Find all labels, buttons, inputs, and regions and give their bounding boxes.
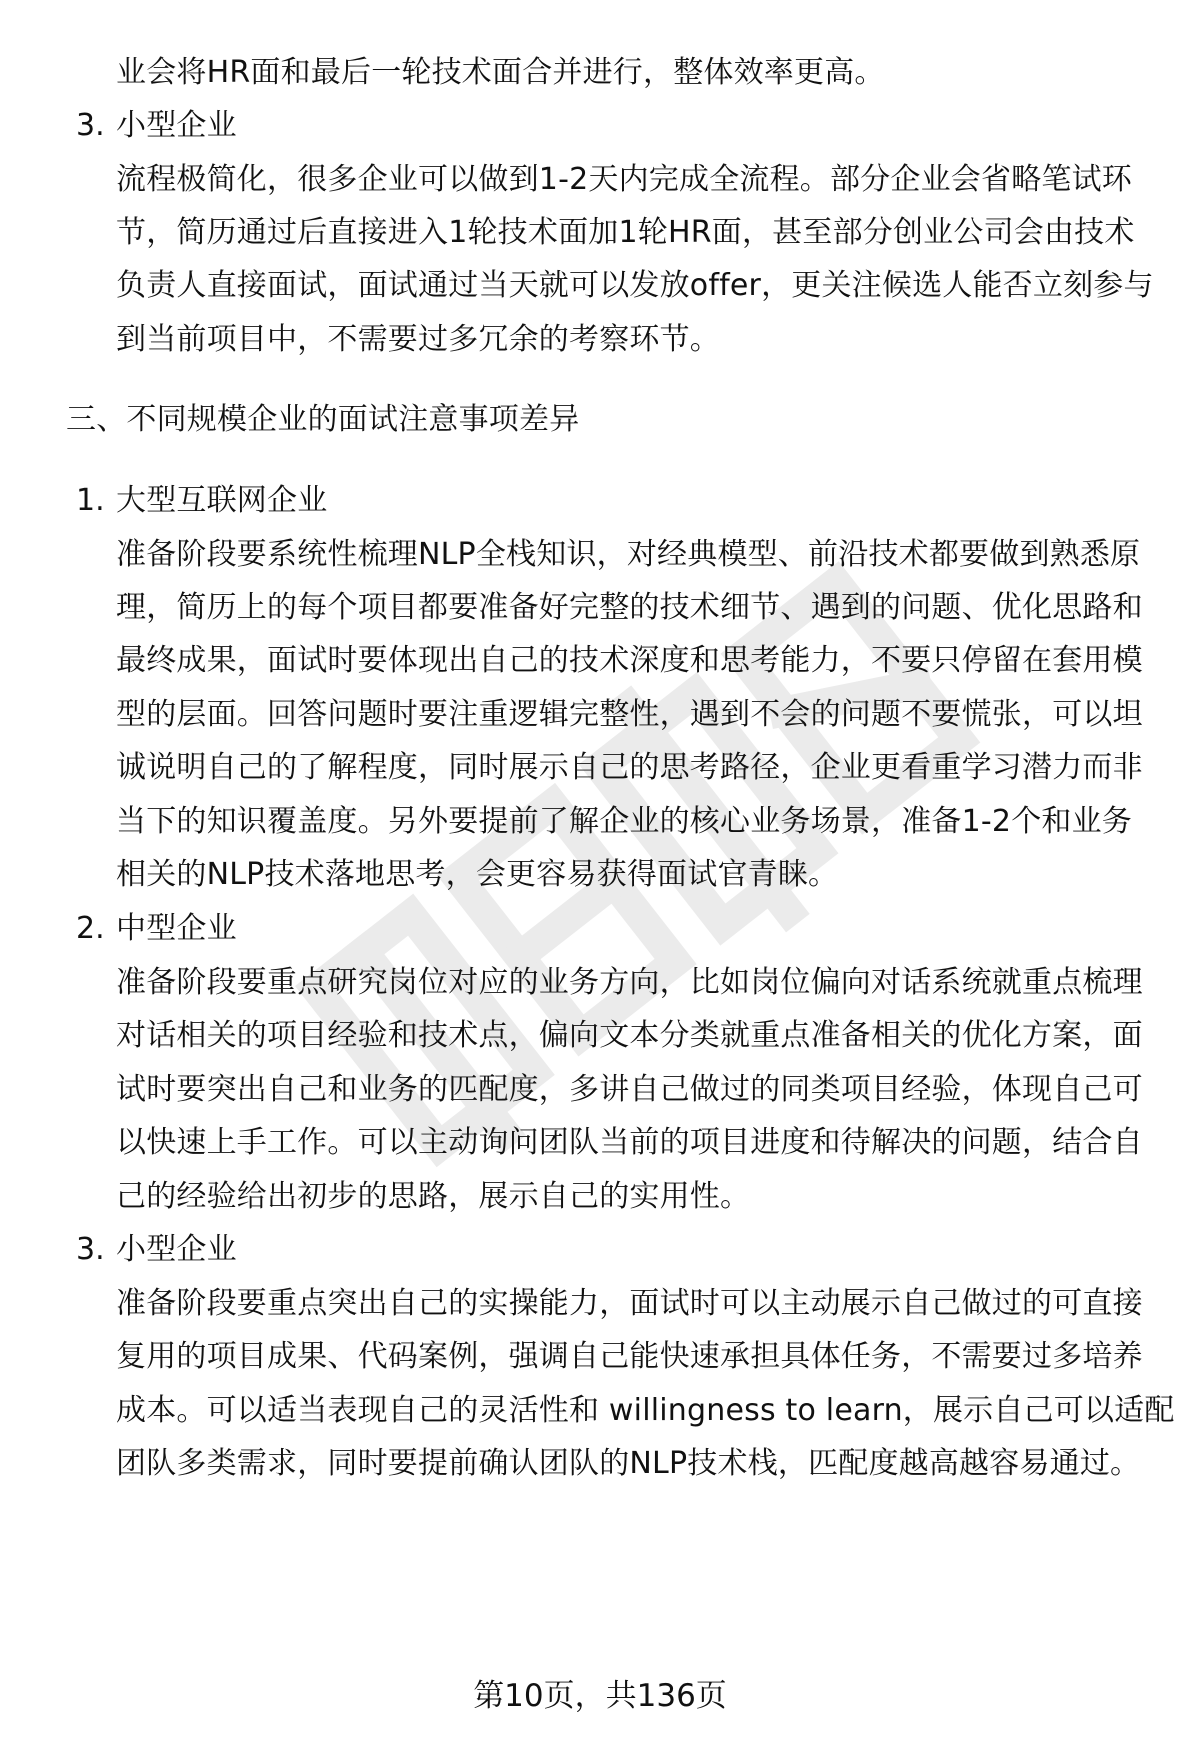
paragraph-line: 到当前项目中，不需要过多冗余的考察环节。 [116, 322, 720, 357]
list-number: 3. [76, 1232, 105, 1267]
paragraph-line: 准备阶段要重点研究岗位对应的业务方向，比如岗位偏向对话系统就重点梳理 [116, 965, 1143, 1000]
paragraph-line: 相关的NLP技术落地思考，会更容易获得面试官青睐。 [116, 857, 839, 892]
paragraph-line: 复用的项目成果、代码案例，强调自己能快速承担具体任务，不需要过多培养 [116, 1339, 1143, 1374]
list-item-title: 小型企业 [116, 108, 237, 143]
paragraph-line: 准备阶段要系统性梳理NLP全栈知识，对经典模型、前沿技术都要做到熟悉原 [116, 537, 1141, 572]
page-footer: 第10页，共136页 [473, 1678, 727, 1714]
paragraph-line: 己的经验给出初步的思路，展示自己的实用性。 [116, 1179, 751, 1214]
section-heading: 三、不同规模企业的面试注意事项差异 [66, 402, 580, 437]
paragraph-line: 最终成果，面试时要体现出自己的技术深度和思考能力，不要只停留在套用模 [116, 643, 1143, 678]
list-number: 2. [76, 911, 105, 946]
list-item-title: 大型互联网企业 [116, 483, 328, 518]
paragraph-line: 对话相关的项目经验和技术点，偏向文本分类就重点准备相关的优化方案，面 [116, 1018, 1143, 1053]
paragraph-line: 型的层面。回答问题时要注重逻辑完整性，遇到不会的问题不要慌张，可以坦 [116, 697, 1143, 732]
list-item-title: 小型企业 [116, 1232, 237, 1267]
paragraph-line: 理，简历上的每个项目都要准备好完整的技术细节、遇到的问题、优化思路和 [116, 590, 1143, 625]
list-number: 3. [76, 108, 105, 143]
paragraph-line: 当下的知识覆盖度。另外要提前了解企业的核心业务场景，准备1-2个和业务 [116, 804, 1132, 839]
list-number: 1. [76, 483, 105, 518]
paragraph-line: 流程极简化，很多企业可以做到1-2天内完成全流程。部分企业会省略笔试环 [116, 162, 1132, 197]
paragraph-line: 试时要突出自己和业务的匹配度，多讲自己做过的同类项目经验，体现自己可 [116, 1072, 1143, 1107]
paragraph-line: 准备阶段要重点突出自己的实操能力，面试时可以主动展示自己做过的可直接 [116, 1286, 1143, 1321]
intro-line: 业会将HR面和最后一轮技术面合并进行，整体效率更高。 [116, 55, 885, 90]
paragraph-line: 节，简历通过后直接进入1轮技术面加1轮HR面，甚至部分创业公司会由技术 [116, 215, 1135, 250]
paragraph-line: 负责人直接面试，面试通过当天就可以发放offer，更关注候选人能否立刻参与 [116, 268, 1154, 303]
paragraph-line: 以快速上手工作。可以主动询问团队当前的项目进度和待解决的问题，结合自 [116, 1125, 1143, 1160]
list-item-title: 中型企业 [116, 911, 237, 946]
paragraph-line: 诚说明自己的了解程度，同时展示自己的思考路径，企业更看重学习潜力而非 [116, 750, 1143, 785]
paragraph-line: 团队多类需求，同时要提前确认团队的NLP技术栈，匹配度越高越容易通过。 [116, 1446, 1141, 1481]
paragraph-line: 成本。可以适当表现自己的灵活性和 willingness to learn，展示自己可以适配 [116, 1393, 1175, 1428]
